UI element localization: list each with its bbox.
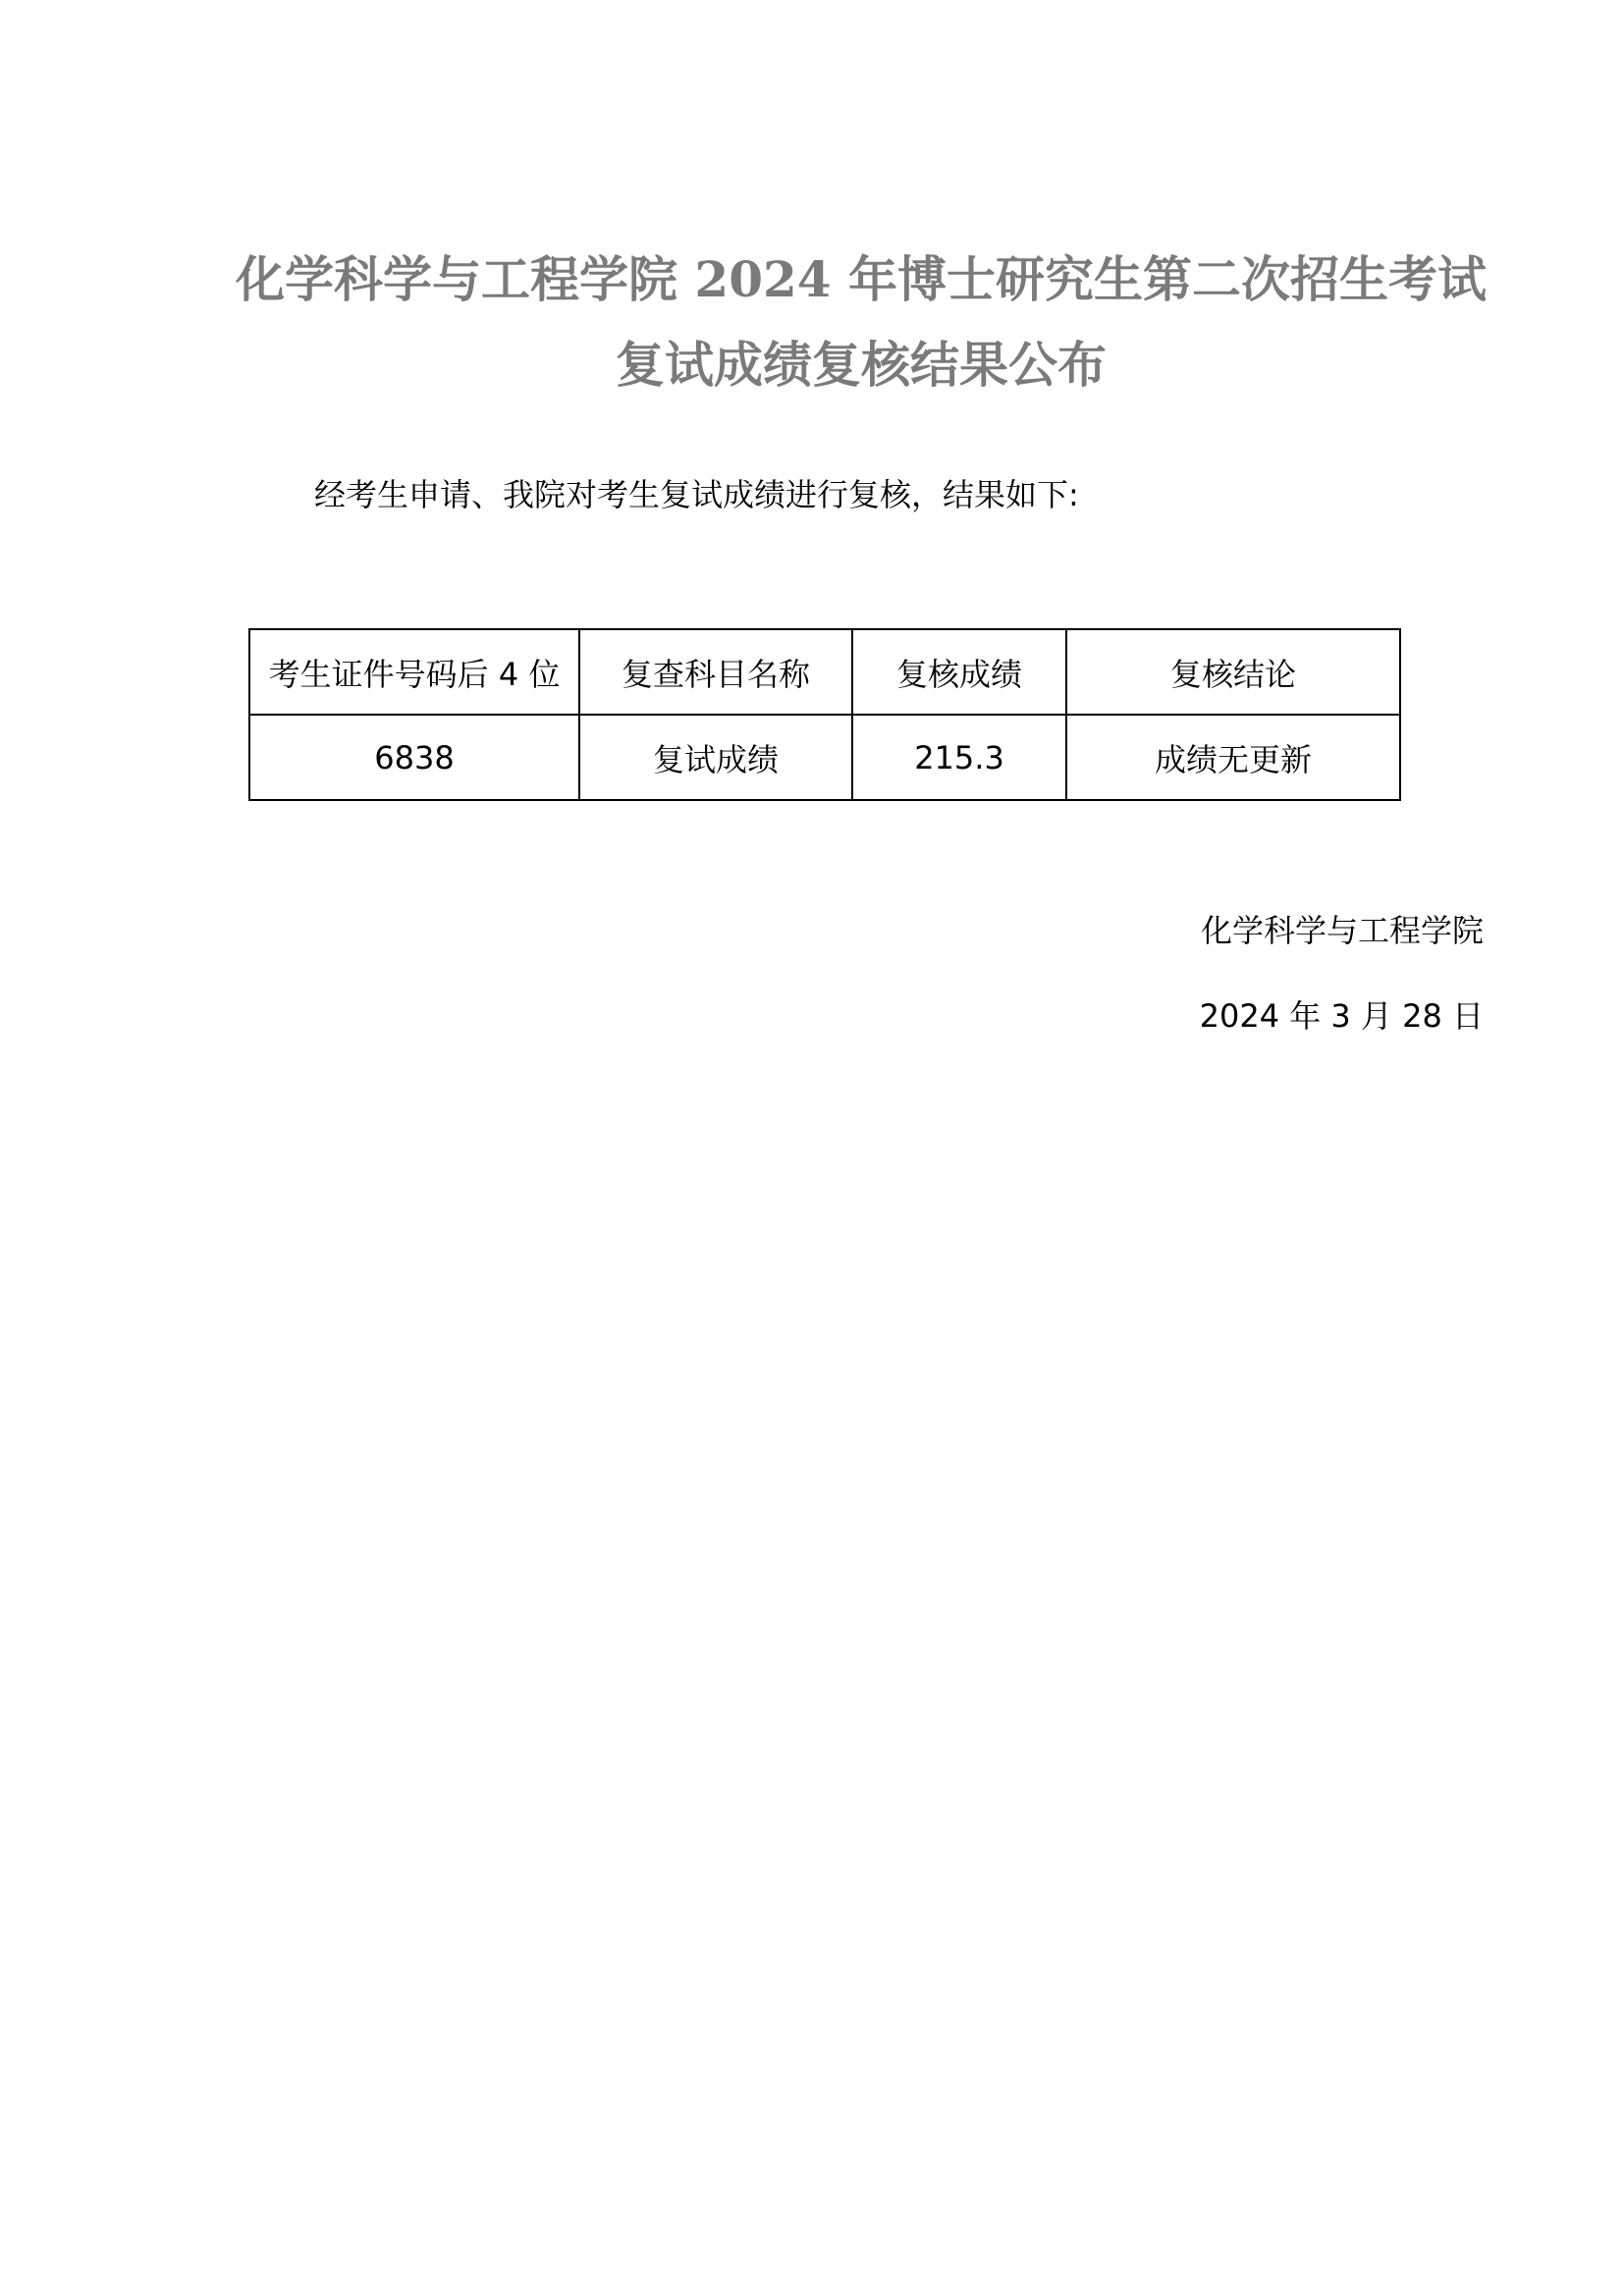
- cell-review-conclusion: 成绩无更新: [1066, 715, 1400, 800]
- cell-review-score: 215.3: [852, 715, 1066, 800]
- table-row: [249, 715, 1400, 800]
- header-review-score: 复核成绩: [852, 629, 1066, 715]
- cell-subject-name: 复试成绩: [579, 715, 852, 800]
- intro-paragraph: 经考生申请、我院对考生复试成绩进行复核，结果如下:: [314, 476, 1079, 513]
- signature-date: 2024 年 3 月 28 日: [1199, 997, 1484, 1035]
- header-subject-name: 复查科目名称: [579, 629, 852, 715]
- table-header-row: [249, 629, 1400, 715]
- signature-organization: 化学科学与工程学院: [1200, 912, 1484, 949]
- header-review-conclusion: 复核结论: [1066, 629, 1400, 715]
- page-title-line-2: 复试成绩复核结果公布: [616, 336, 1107, 394]
- header-id-last4: 考生证件号码后 4 位: [249, 629, 579, 715]
- cell-id-last4: 6838: [249, 715, 579, 800]
- review-result-table: [248, 628, 1401, 801]
- page-title-line-1: 化学科学与工程学院 2024 年博士研究生第二次招生考试: [236, 250, 1487, 308]
